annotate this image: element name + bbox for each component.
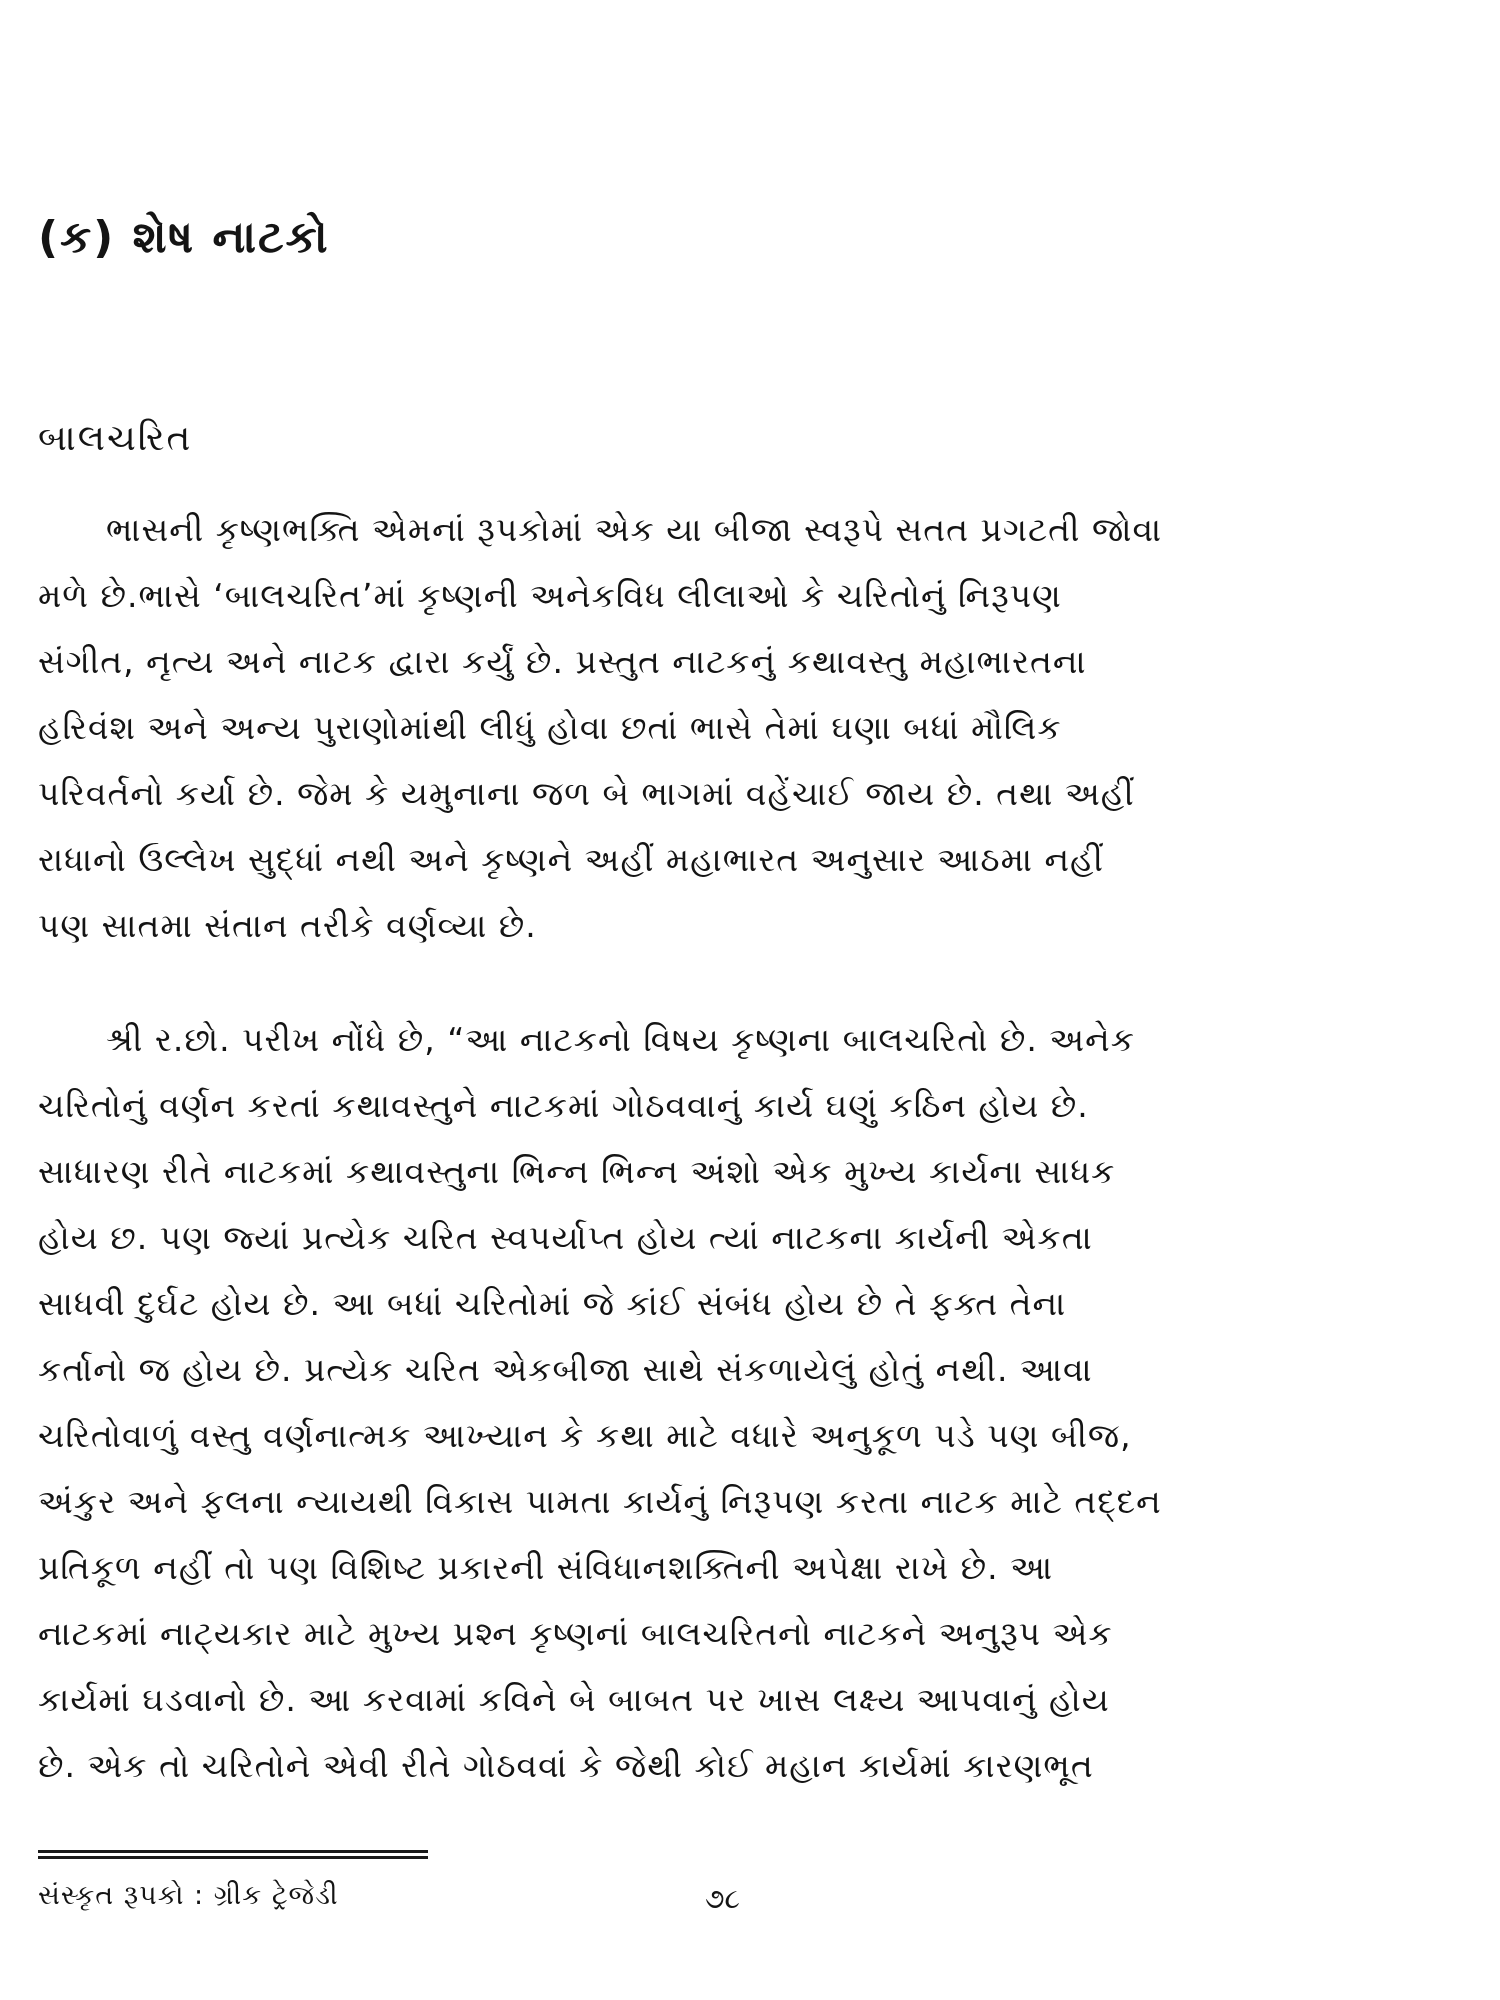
text-line: કર્તાનો જ હોય છે. પ્રત્યેક ચરિત એકબીજા સાથે સંકળાયેલું હોતું નથી. આવા (38, 1350, 1093, 1389)
paragraph-1 (38, 497, 1470, 959)
text-line: ભાસની કૃષ્ણભક્તિ એમનાં રૂપકોમાં એક યા બીજા સ્વરૂપે સતત પ્રગટતી જોવા (106, 510, 1163, 549)
text-line: અંકુર અને ફલના ન્યાયથી વિકાસ પામતા કાર્યનું નિરૂપણ કરતા નાટક માટે તદ્દન (38, 1482, 1162, 1521)
text-line: રાધાનો ઉલ્લેખ સુદ્ધાં નથી અને કૃષ્ણને અહીં મહાભારત અનુસાર આઠમા નહીં (38, 840, 1104, 879)
footer-book-title: સંસ્કૃત રૂપકો : ગ્રીક ટ્રેજેડી (38, 1880, 339, 1911)
section-title: બાલચરિત (38, 418, 193, 459)
text-line: કાર્યમાં ઘડવાનો છે. આ કરવામાં કવિને બે બાબત પર ખાસ લક્ષ્ય આપવાનું હોય (38, 1680, 1110, 1719)
text-line: ચરિતોવાળું વસ્તુ વર્ણનાત્મક આખ્યાન કે કથા માટે વધારે અનુકૂળ પડે પણ બીજ, (38, 1416, 1132, 1455)
text-line: પ્રતિકૂળ નહીં તો પણ વિશિષ્ટ પ્રકારની સંવિધાનશક્તિની અપેક્ષા રાખે છે. આ (38, 1548, 1054, 1587)
text-line: હોય છ. પણ જ્યાં પ્રત્યેક ચરિત સ્વપર્યાપ્ત હોય ત્યાં નાટકના કાર્યની એકતા (38, 1218, 1093, 1257)
text-line: સાધવી દુર્ઘટ હોય છે. આ બધાં ચરિતોમાં જે કાંઈ સંબંધ હોય છે તે ફક્ત તેના (38, 1284, 1067, 1323)
text-line: પરિવર્તનો કર્યા છે. જેમ કે યમુનાના જળ બે ભાગમાં વહેંચાઈ જાય છે. તથા અહીં (38, 774, 1135, 813)
text-line: પણ સાતમા સંતાન તરીકે વર્ણવ્યા છે. (38, 906, 537, 945)
text-line: સાધારણ રીતે નાટકમાં કથાવસ્તુના ભિન્ન ભિન્ન અંશો એક મુખ્ય કાર્યના સાધક (38, 1152, 1116, 1191)
text-line: નાટકમાં નાટ્યકાર માટે મુખ્ય પ્રશ્ન કૃષ્ણનાં બાલચરિતનો નાટકને અનુરૂપ એક (38, 1614, 1113, 1653)
page-number: ૭૮ (705, 1882, 740, 1915)
text-line: ચરિતોનું વર્ણન કરતાં કથાવસ્તુને નાટકમાં ગોઠવવાનું કાર્ય ઘણું કઠિન હોય છે. (38, 1086, 1089, 1125)
chapter-title: (ક) શેષ નાટકો (38, 212, 330, 263)
text-line: હરિવંશ અને અન્ય પુરાણોમાંથી લીધું હોવા છતાં ભાસે તેમાં ઘણા બધાં મૌલિક (38, 708, 1062, 747)
text-line: છે. એક તો ચરિતોને એવી રીતે ગોઠવવાં કે જેથી કોઈ મહાન કાર્યમાં કારણભૂત (38, 1746, 1094, 1785)
footer-divider (38, 1850, 428, 1859)
text-line: સંગીત, નૃત્ય અને નાટક દ્વારા કર્યું છે. પ્રસ્તુત નાટકનું કથાવસ્તુ મહાભારતના (38, 642, 1087, 681)
text-line: મળે છે.ભાસે ‘બાલચરિત’માં કૃષ્ણની અનેકવિધ લીલાઓ કે ચરિતોનું નિરૂપણ (38, 576, 1062, 615)
text-line: શ્રી ર.છો. પરીખ નોંધે છે, “આ નાટકનો વિષય કૃષ્ણના બાલચરિતો છે. અનેક (106, 1020, 1136, 1059)
paragraph-2 (38, 1007, 1470, 1799)
